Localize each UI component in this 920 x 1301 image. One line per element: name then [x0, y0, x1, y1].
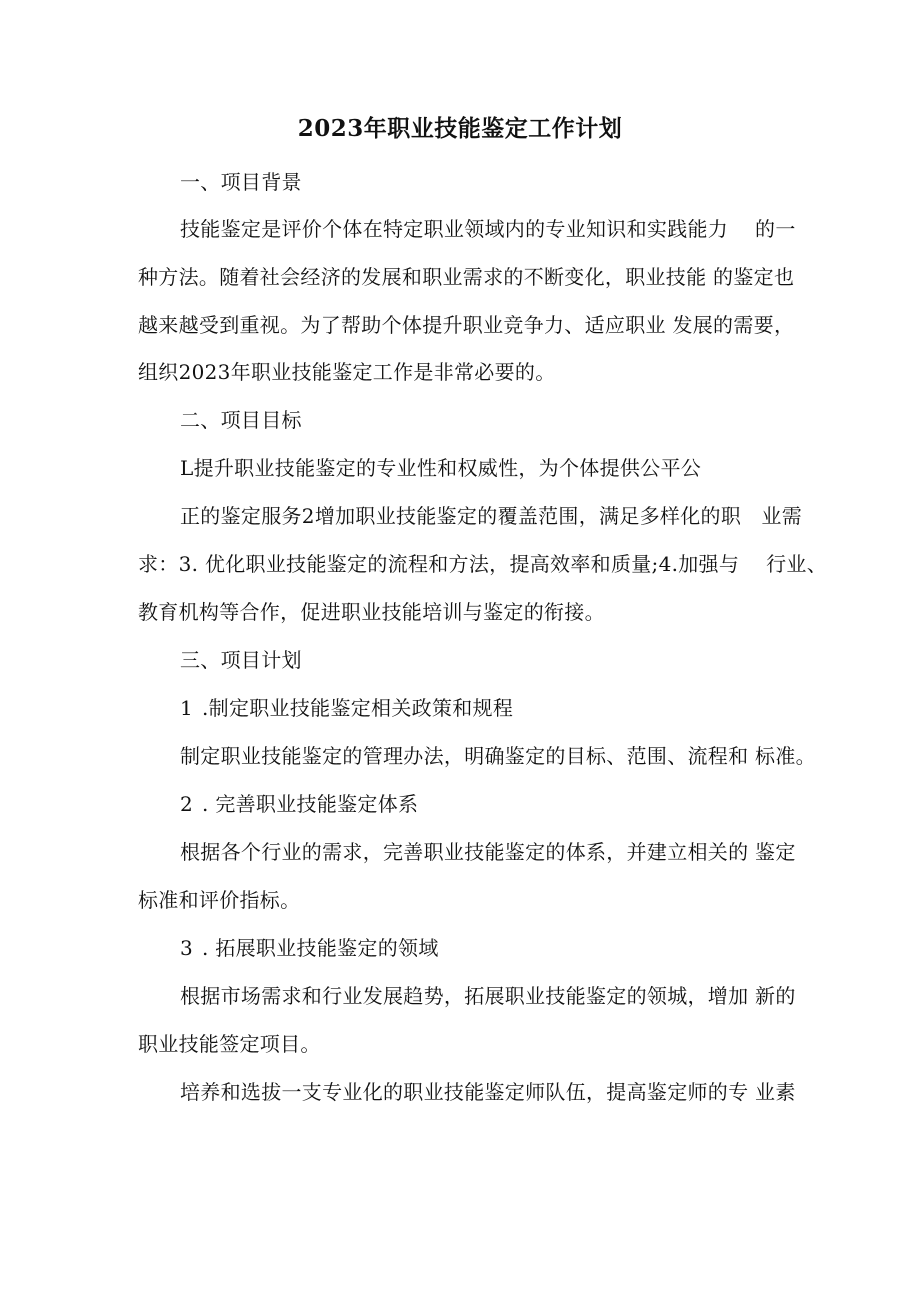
paragraph-line: 根据市场需求和行业发展趋势，拓展职业技能鉴定的领城，增加 新的 — [180, 984, 796, 1008]
item-title: . 拓展职业技能鉴定的领域 — [202, 936, 439, 960]
paragraph-line: 教育机构等合作，促进职业技能培训与鉴定的衔接。 — [138, 600, 605, 624]
section-heading-plan: 三、项目计划 — [180, 648, 302, 672]
paragraph-line: 技能鉴定是评价个体在特定职业领域内的专业知识和实践能力 的一 — [180, 217, 796, 241]
plan-item-heading — [180, 933, 439, 963]
paragraph-line: 越来越受到重视。为了帮助个体提升职业竞争力、适应职业 发展的需要， — [138, 313, 795, 337]
item-number: 3 — [180, 936, 194, 960]
item-title: . 完善职业技能鉴定体系 — [202, 792, 419, 816]
paragraph-line: 制定职业技能鉴定的管理办法，明确鉴定的目标、范围、流程和 标准。 — [180, 744, 816, 768]
paragraph-line: L提升职业技能鉴定的专业性和权威性，为个体提供公平公 — [180, 456, 702, 480]
paragraph-line: 组织2023年职业技能鉴定工作是非常必要的。 — [138, 360, 556, 384]
paragraph-line: 求：3. 优化职业技能鉴定的流程和方法，提高效率和质量;4.加强与 行业、 — [138, 552, 828, 576]
item-number: 2 — [180, 792, 194, 816]
paragraph-line: 正的鉴定服务2增加职业技能鉴定的覆盖范围，满足多样化的职 业需 — [180, 504, 803, 528]
paragraph-line: 职业技能签定项目。 — [138, 1032, 321, 1056]
paragraph-line: 种方法。随着社会经济的发展和职业需求的不断变化，职业技能 的鉴定也 — [138, 265, 795, 289]
paragraph-line: 培养和选拔一支专业化的职业技能鉴定师队伍，提高鉴定师的专 业素 — [180, 1080, 796, 1104]
paragraph-line: 根据各个行业的需求，完善职业技能鉴定的体系，并建立相关的 鉴定 — [180, 840, 796, 864]
section-heading-background: 一、项目背景 — [180, 170, 302, 194]
item-number: 1 — [180, 696, 194, 720]
plan-item-heading — [180, 693, 513, 723]
paragraph-line: 标准和评价指标。 — [138, 888, 301, 912]
section-heading-goals: 二、项目目标 — [180, 408, 302, 432]
plan-item-heading — [180, 789, 418, 819]
item-title: .制定职业技能鉴定相关政策和规程 — [202, 696, 514, 720]
document-title: 2023年职业技能鉴定工作计划 — [297, 115, 623, 142]
